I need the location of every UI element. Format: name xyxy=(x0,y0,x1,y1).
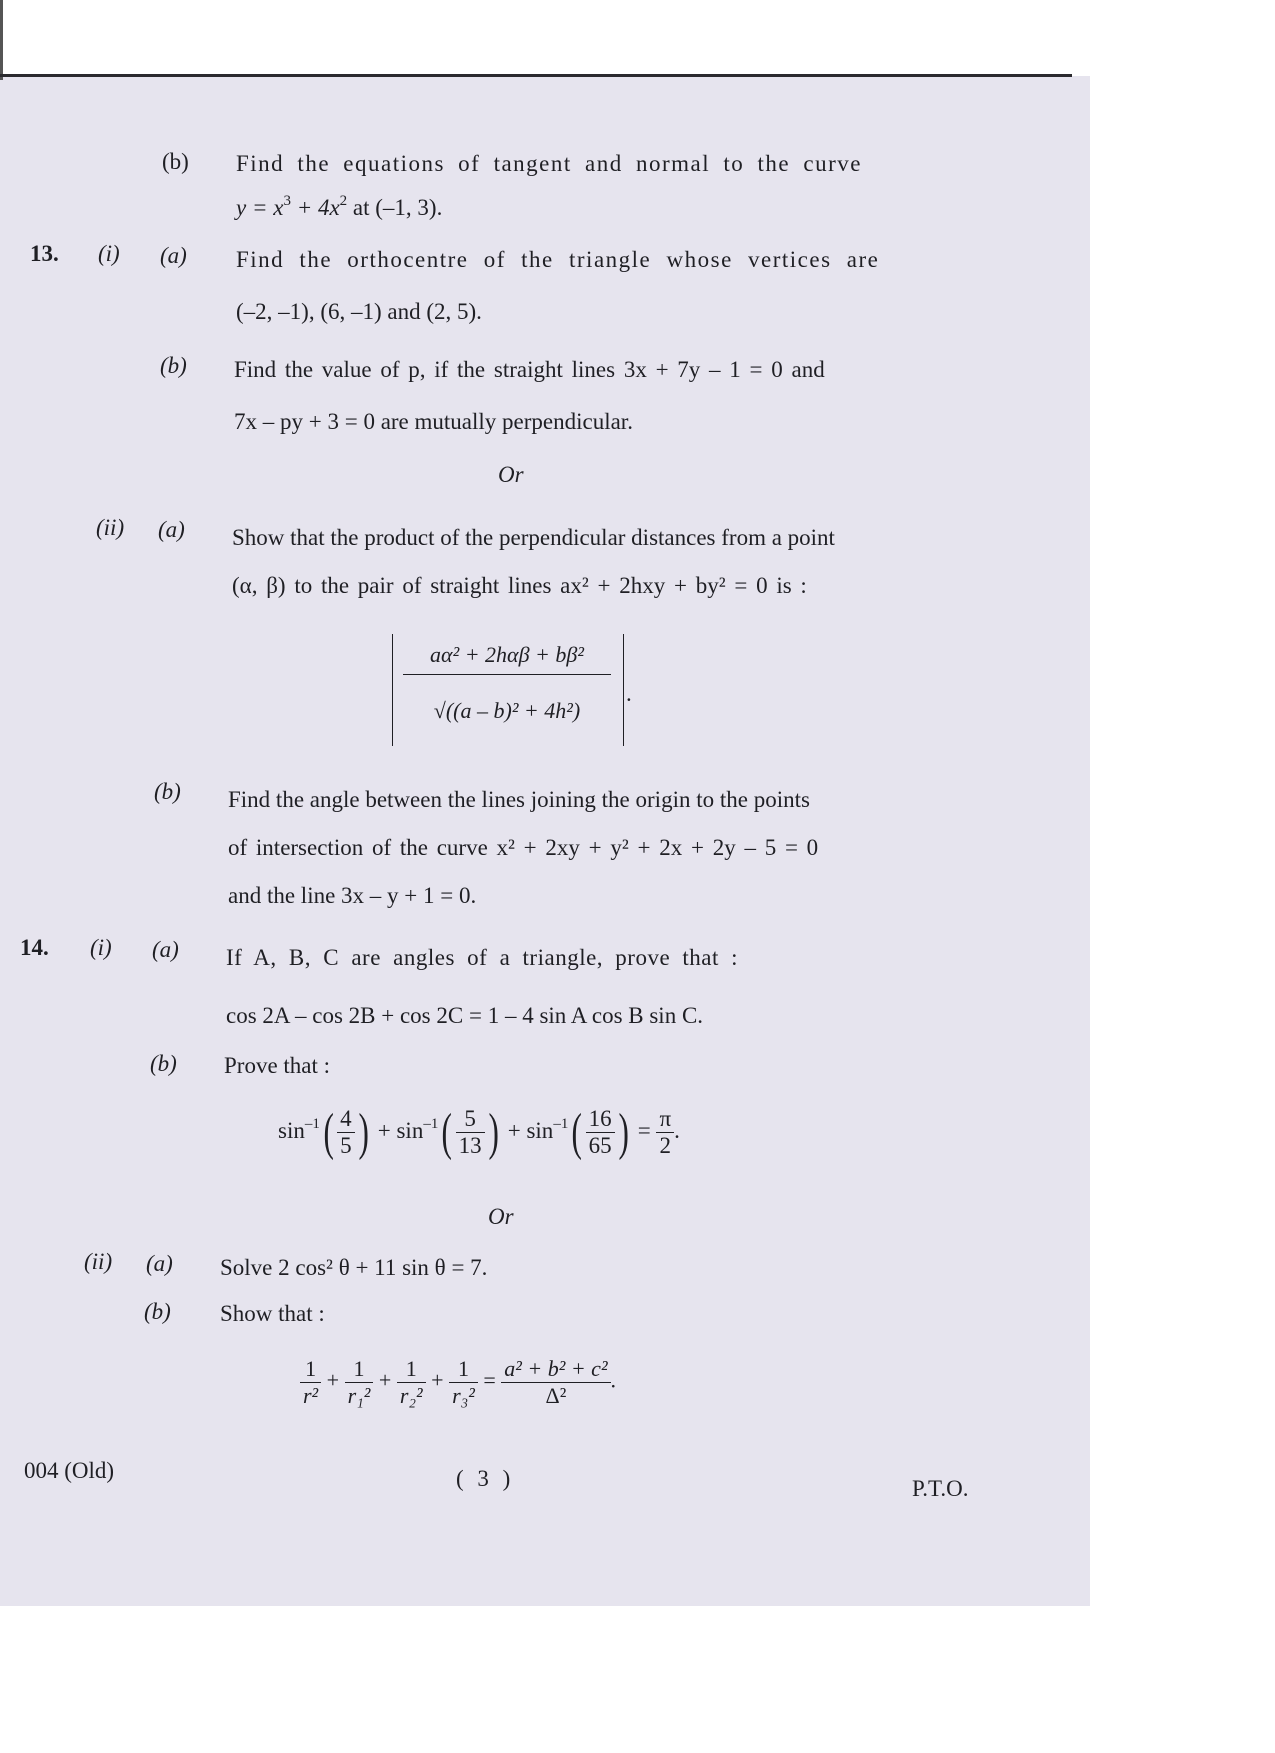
top-rule xyxy=(0,74,1072,77)
page-number: ( 3 ) xyxy=(456,1466,511,1491)
prove-equation: $\sin^{-1}$( $\frac{4}{5}$ ) + $\sin^{-1}$( $\frac{5}{13}$ ) + $\sin^{-1}$( $\frac{16}{65}$ ) = $\frac{\pi}{2}$ . xyxy=(278,1103,680,1161)
q13-b: (b) xyxy=(160,353,187,378)
inv-3: –1 xyxy=(553,1115,569,1132)
q13-ii-a: (a) xyxy=(158,517,185,542)
q14-ii: (ii) xyxy=(84,1249,113,1274)
frac-pi-2: $\frac{\pi}{2}$ xyxy=(656,1106,674,1159)
q13-a: (a) xyxy=(160,243,187,268)
q14-ii-a-line1: Solve 2 cos² θ + 11 sin θ = 7. xyxy=(220,1255,488,1280)
q13-number: 13. xyxy=(30,241,59,266)
q13-ii: (ii) xyxy=(96,515,125,540)
sin-1: sin xyxy=(278,1117,305,1143)
inv-2: –1 xyxy=(423,1115,439,1132)
q12-b-label: (b) xyxy=(162,149,189,174)
q12-eq-part2: + 4x xyxy=(290,195,340,220)
q14-ii-a: (a) xyxy=(146,1251,173,1276)
q14-number: 14. xyxy=(20,935,49,960)
q12-eq-part3: at (–1, 3). xyxy=(347,195,443,220)
formula-denominator: √((a – b)² + 4h²) xyxy=(433,698,581,723)
q12-b-line2 xyxy=(236,194,442,222)
q13-or: Or xyxy=(498,462,524,487)
q13-a-line1: Find the orthocentre of the triangle whose vertices are xyxy=(236,247,880,272)
inv-1: –1 xyxy=(304,1115,320,1132)
q14-or: Or xyxy=(488,1204,514,1229)
q13-i: (i) xyxy=(98,241,120,266)
q13-b-line2: 7x – py + 3 = 0 are mutually perpendicular. xyxy=(234,409,633,434)
abs-bars xyxy=(392,634,624,746)
frac-1-r1: $\frac{1}{\text{r₁²}}$ xyxy=(345,1356,374,1409)
q13-b-line1: Find the value of p, if the straight lines 3x + 7y – 1 = 0 and xyxy=(234,357,825,382)
q13-ii-a-line1: Show that the product of the perpendicular distances from a point xyxy=(232,525,835,550)
q14-b-line1: Prove that : xyxy=(224,1053,331,1078)
pto: P.T.O. xyxy=(912,1476,969,1501)
frac-5-13: $\frac{5}{13}$ xyxy=(456,1106,485,1159)
q13-ii-b-line2: of intersection of the curve x² + 2xy + y² + 2x + 2y – 5 = 0 xyxy=(228,835,819,860)
frac-1-r3: $\frac{1}{\text{r₃²}}$ xyxy=(449,1356,478,1409)
q14-ii-b-line1: Show that : xyxy=(220,1301,325,1326)
q14-b: (b) xyxy=(150,1051,177,1076)
q13-ii-b-line3: and the line 3x – y + 1 = 0. xyxy=(228,883,477,908)
q13-ii-b-line1: Find the angle between the lines joining the origin to the points xyxy=(228,787,810,812)
q14-a: (a) xyxy=(152,937,179,962)
q14-i: (i) xyxy=(90,935,112,960)
q12-exp2: 2 xyxy=(339,193,348,209)
q12-b-line1: Find the equations of tangent and normal to the curve xyxy=(236,151,862,176)
q13-a-line2: (–2, –1), (6, –1) and (2, 5). xyxy=(236,299,482,324)
q12-eq-part1: y = x xyxy=(236,195,284,220)
frac-4-5: $\frac{4}{5}$ xyxy=(337,1106,355,1159)
scan-edge xyxy=(0,0,3,80)
q14-a-line1: If A, B, C are angles of a triangle, prove that : xyxy=(226,945,739,970)
frac-16-65: $\frac{16}{65}$ xyxy=(586,1106,615,1159)
q13-ii-a-line2: (α, β) to the pair of straight lines ax² + 2hxy + by² = 0 is : xyxy=(232,573,807,598)
sin-3: sin xyxy=(526,1117,554,1143)
frac-rhs: $\frac{\text{a² + b² + c²}}{\text{Δ²}}$ xyxy=(501,1356,610,1409)
frac-1-r2: $\frac{1}{\text{r₂²}}$ xyxy=(397,1356,426,1409)
q14-a-line2: cos 2A – cos 2B + cos 2C = 1 – 4 sin A cos B sin C. xyxy=(226,1003,704,1028)
q12-exp3: 3 xyxy=(283,193,291,209)
paper-code: 004 (Old) xyxy=(24,1458,115,1483)
frac-1-r: $\frac{1}{\text{r²}}$ xyxy=(300,1356,321,1409)
formula-numerator: aα² + 2hαβ + bβ² xyxy=(403,642,611,675)
q13-ii-b: (b) xyxy=(154,779,181,804)
sin-2: sin xyxy=(396,1117,424,1143)
q14-ii-b: (b) xyxy=(144,1299,171,1324)
show-equation: $\frac{1}{\text{r²}}$ + $\frac{1}{\text{r₁²}}$ + $\frac{1}{\text{r₂²}}$ + $\frac{1}{\text{r₃²}}$ = $\frac{\text{a² + b² + c²}}{\text{Δ²}}$ . xyxy=(300,1356,616,1409)
formula-period: . xyxy=(626,681,632,706)
